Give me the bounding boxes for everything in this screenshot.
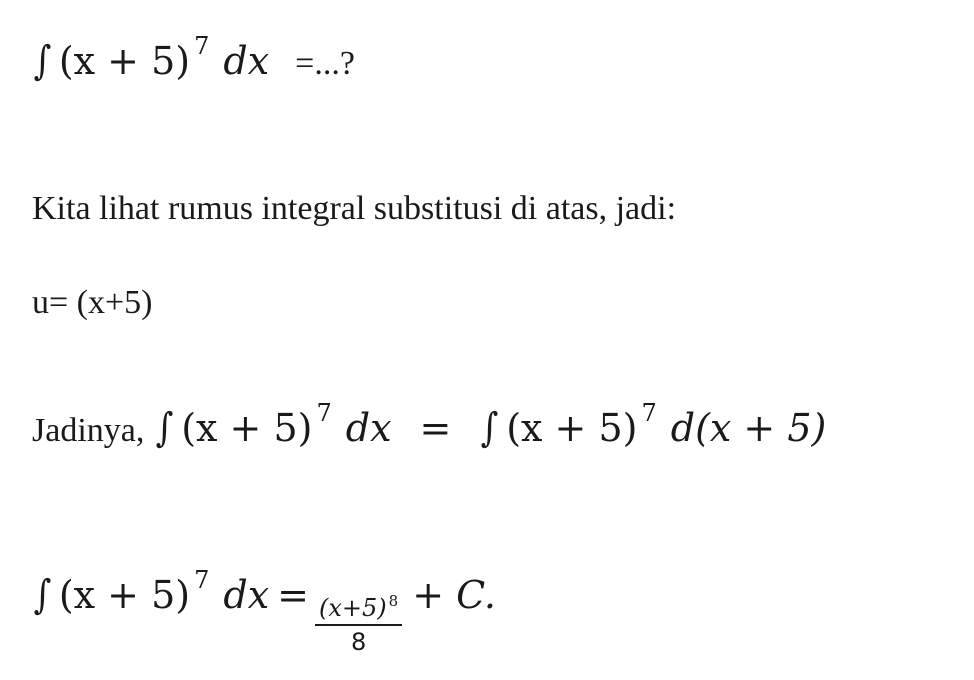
step-lhs-differential: dx [345, 406, 392, 450]
question-expression: (x + 5) [58, 39, 191, 83]
result-constant: + C. [412, 573, 496, 617]
substitution-text: u= (x+5) [32, 284, 153, 321]
step-rhs-exponent: 7 [641, 399, 657, 427]
step-equals: = [419, 406, 452, 450]
numerator-expression: (x+5) [319, 594, 387, 622]
intro-text: Kita lihat rumus integral substitusi di atas, jadi: [32, 190, 677, 227]
step-prefix: Jadinya, [32, 412, 145, 449]
result-exponent: 7 [194, 566, 210, 594]
step-lhs-expression: (x + 5) [181, 406, 313, 450]
question-equation [32, 32, 355, 84]
numerator-exponent: 8 [388, 592, 399, 610]
result-differential: dx [223, 573, 270, 617]
result-fraction [315, 594, 402, 656]
question-tail: =...? [295, 45, 355, 82]
integral-sign: ∫ [33, 38, 52, 84]
step-rhs-differential: d(x + 5) [670, 406, 827, 450]
result-equation [32, 566, 496, 656]
step-equation [32, 399, 827, 451]
result-equals: = [277, 573, 309, 617]
step-rhs-expression: (x + 5) [506, 406, 638, 450]
fraction-numerator [315, 594, 402, 626]
step-lhs-exponent: 7 [316, 399, 332, 427]
integral-sign: ∫ [33, 572, 52, 618]
fraction-denominator: 8 [350, 628, 367, 656]
integral-sign: ∫ [155, 405, 174, 451]
question-exponent: 7 [194, 32, 210, 60]
integral-sign: ∫ [480, 405, 499, 451]
result-expression: (x + 5) [58, 573, 191, 617]
question-differential: dx [223, 39, 270, 83]
